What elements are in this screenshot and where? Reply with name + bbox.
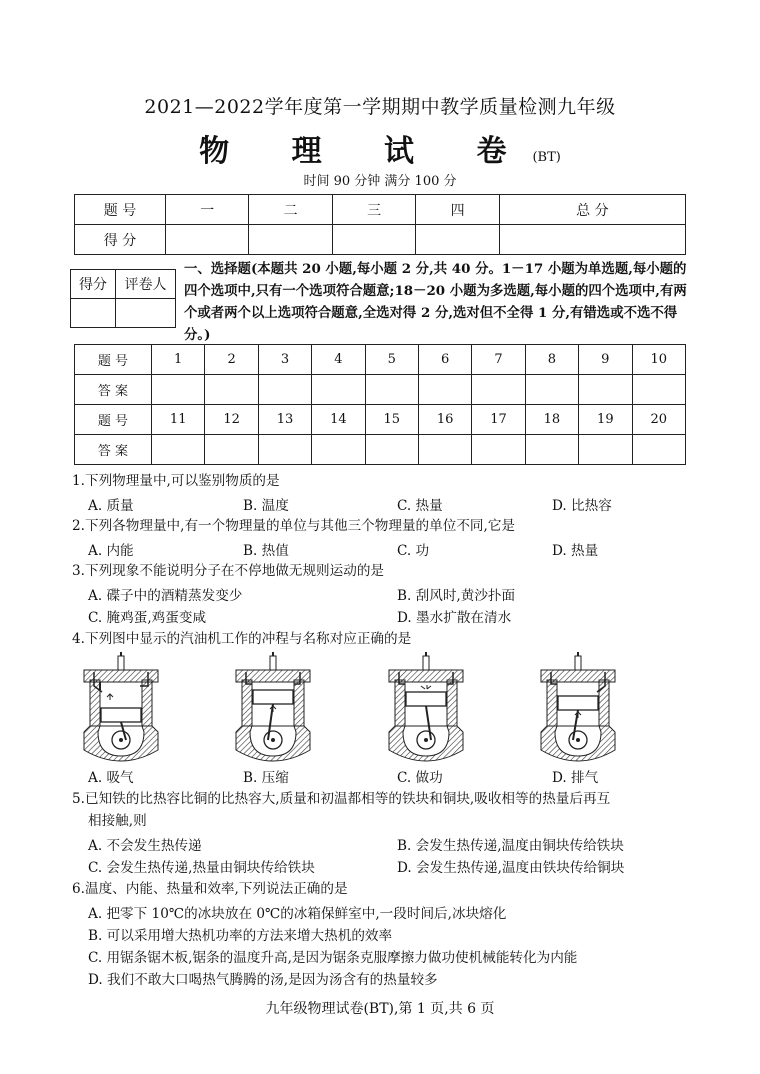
qnum-cell: 8 (525, 345, 578, 375)
score-table-header-row (75, 195, 686, 225)
question-5-option-a: A. 不会发生热传递 (88, 838, 202, 854)
answer-cell[interactable] (579, 375, 632, 405)
question-2-stem: 2.下列各物理量中,有一个物理量的单位与其他三个物理量的单位不同,它是 (72, 518, 516, 534)
exam-header-line: 2021—2022学年度第一学期期中教学质量检测九年级 (144, 96, 616, 118)
qnum-cell: 16 (418, 405, 471, 435)
qnum-cell: 17 (472, 405, 525, 435)
exam-title-suffix: (BT) (532, 150, 561, 165)
answer-cell[interactable] (418, 435, 471, 465)
question-1-option-d: D. 比热容 (552, 498, 612, 514)
question-5-stem-cont: 相接触,则 (88, 813, 147, 829)
question-6-option-b: B. 可以采用增大热机功率的方法来增大热机的效率 (88, 928, 393, 944)
answer-table-arow (75, 435, 686, 465)
grader-score-label: 得分 (71, 270, 116, 299)
engine-diagram-b (236, 652, 310, 761)
question-1-option-a: A. 质量 (88, 498, 134, 514)
question-5-option-b: B. 会发生热传递,温度由铜块传给铁块 (397, 838, 624, 854)
engine-diagram-c (389, 652, 463, 761)
question-6-option-d: D. 我们不敢大口喝热气腾腾的汤,是因为汤含有的热量较多 (88, 972, 438, 988)
question-4-option-c: C. 做功 (397, 770, 443, 786)
question-6-option-a: A. 把零下 10℃的冰块放在 0℃的冰箱保鲜室中,一段时间后,冰块熔化 (88, 906, 507, 922)
answer-cell[interactable] (312, 375, 365, 405)
qnum-cell: 2 (205, 345, 258, 375)
answer-cell[interactable] (632, 435, 685, 465)
exam-time: 时间 90 分钟 满分 100 分 (303, 174, 457, 189)
question-5-stem: 5.已知铁的比热容比铜的比热容大,质量和初温都相等的铁块和铜块,吸收相等的热量后再互 (72, 791, 611, 807)
answer-cell[interactable] (525, 435, 578, 465)
question-4-stem: 4.下列图中显示的汽油机工作的冲程与名称对应正确的是 (72, 631, 412, 647)
qnum-cell: 14 (312, 405, 365, 435)
score-input-cell[interactable] (332, 225, 415, 255)
qnum-cell: 13 (258, 405, 311, 435)
answer-cell[interactable] (312, 435, 365, 465)
engine-diagram-d (541, 652, 615, 761)
question-3-stem: 3.下列现象不能说明分子在不停地做无规则运动的是 (72, 563, 385, 579)
qnum-cell: 15 (365, 405, 418, 435)
score-cell: 二 (249, 195, 332, 225)
qnum-cell: 10 (632, 345, 685, 375)
answer-cell[interactable] (632, 375, 685, 405)
question-5-option-c: C. 会发生热传递,热量由铜块传给铁块 (88, 860, 315, 876)
answer-cell[interactable] (365, 435, 418, 465)
answer-table-arow (75, 375, 686, 405)
question-1-option-b: B. 温度 (243, 498, 289, 514)
qnum-cell: 19 (579, 405, 632, 435)
answer-cell[interactable] (472, 375, 525, 405)
question-6-stem: 6.温度、内能、热量和效率,下列说法正确的是 (72, 881, 348, 897)
qnum-cell: 11 (152, 405, 205, 435)
question-2-option-c: C. 功 (397, 543, 430, 559)
qnum-cell: 18 (525, 405, 578, 435)
answer-cell[interactable] (205, 375, 258, 405)
score-cell: 一 (166, 195, 249, 225)
score-cell: 四 (416, 195, 499, 225)
score-input-cell[interactable] (499, 225, 685, 255)
section1-instructions: 一、选择题(本题共 20 小题,每小题 2 分,共 40 分。1－17 小题为单选题,每小题的四个选项中,只有一个选项符合题意;18－20 小题为多选题,每小题的四个选项中,有两个或者两个以上选项符合题意,全选对得 2 分,选对但不全得 1 分,有错选或不选不得分。) (184, 261, 687, 343)
score-table-score-row (75, 225, 686, 255)
qnum-cell: 4 (312, 345, 365, 375)
answer-cell[interactable] (258, 375, 311, 405)
answer-cell[interactable] (365, 375, 418, 405)
answer-cell[interactable] (418, 375, 471, 405)
answer-cell[interactable] (258, 435, 311, 465)
answer-row-label: 题 号 (75, 405, 152, 435)
question-3-option-a: A. 碟子中的酒精蒸发变少 (88, 588, 243, 604)
qnum-cell: 6 (418, 345, 471, 375)
qnum-cell: 12 (205, 405, 258, 435)
answer-cell[interactable] (579, 435, 632, 465)
question-2-option-a: A. 内能 (88, 543, 134, 559)
question-3-option-c: C. 腌鸡蛋,鸡蛋变咸 (88, 610, 207, 626)
qnum-cell: 20 (632, 405, 685, 435)
qnum-cell: 9 (579, 345, 632, 375)
qnum-cell: 1 (152, 345, 205, 375)
engine-stroke-diagrams (80, 652, 640, 764)
grader-name-input[interactable] (116, 299, 176, 328)
exam-title (0, 126, 760, 170)
question-1-stem: 1.下列物理量中,可以鉴别物质的是 (72, 473, 280, 489)
score-input-cell[interactable] (166, 225, 249, 255)
score-input-cell[interactable] (249, 225, 332, 255)
qnum-cell: 7 (472, 345, 525, 375)
answer-cell[interactable] (205, 435, 258, 465)
engine-diagram-a (84, 652, 158, 761)
exam-title-text: 物 理 试 卷 (199, 134, 533, 169)
score-cell: 总 分 (499, 195, 685, 225)
answer-cell[interactable] (472, 435, 525, 465)
answer-cell[interactable] (152, 375, 205, 405)
score-input-cell[interactable] (416, 225, 499, 255)
qnum-cell: 3 (258, 345, 311, 375)
question-2-option-b: B. 热值 (243, 543, 289, 559)
question-3-option-d: D. 墨水扩散在清水 (397, 610, 512, 626)
score-table (74, 194, 686, 255)
question-1-option-c: C. 热量 (397, 498, 443, 514)
question-2-option-d: D. 热量 (552, 543, 599, 559)
grader-score-input[interactable] (71, 299, 116, 328)
question-5-option-d: D. 会发生热传递,温度由铁块传给铜块 (397, 860, 625, 876)
answer-cell[interactable] (152, 435, 205, 465)
question-4-option-a: A. 吸气 (88, 770, 134, 786)
answer-row-label: 答 案 (75, 435, 152, 465)
grader-name-label: 评卷人 (116, 270, 176, 299)
question-4-option-b: B. 压缩 (243, 770, 289, 786)
answer-table (74, 344, 686, 465)
score-row-label: 得 分 (75, 225, 166, 255)
answer-row-label: 答 案 (75, 375, 152, 405)
qnum-cell: 5 (365, 345, 418, 375)
answer-table-qrow (75, 405, 686, 435)
score-cell: 三 (332, 195, 415, 225)
page-footer: 九年级物理试卷(BT),第 1 页,共 6 页 (265, 1001, 495, 1017)
answer-cell[interactable] (525, 375, 578, 405)
score-cell: 题 号 (75, 195, 166, 225)
question-4-option-d: D. 排气 (552, 770, 599, 786)
question-6-option-c: C. 用锯条锯木板,锯条的温度升高,是因为锯条克服摩擦力做功使机械能转化为内能 (88, 950, 578, 966)
grader-box (70, 269, 176, 328)
answer-table-qrow (75, 345, 686, 375)
question-3-option-b: B. 刮风时,黄沙扑面 (397, 588, 516, 604)
answer-row-label: 题 号 (75, 345, 152, 375)
